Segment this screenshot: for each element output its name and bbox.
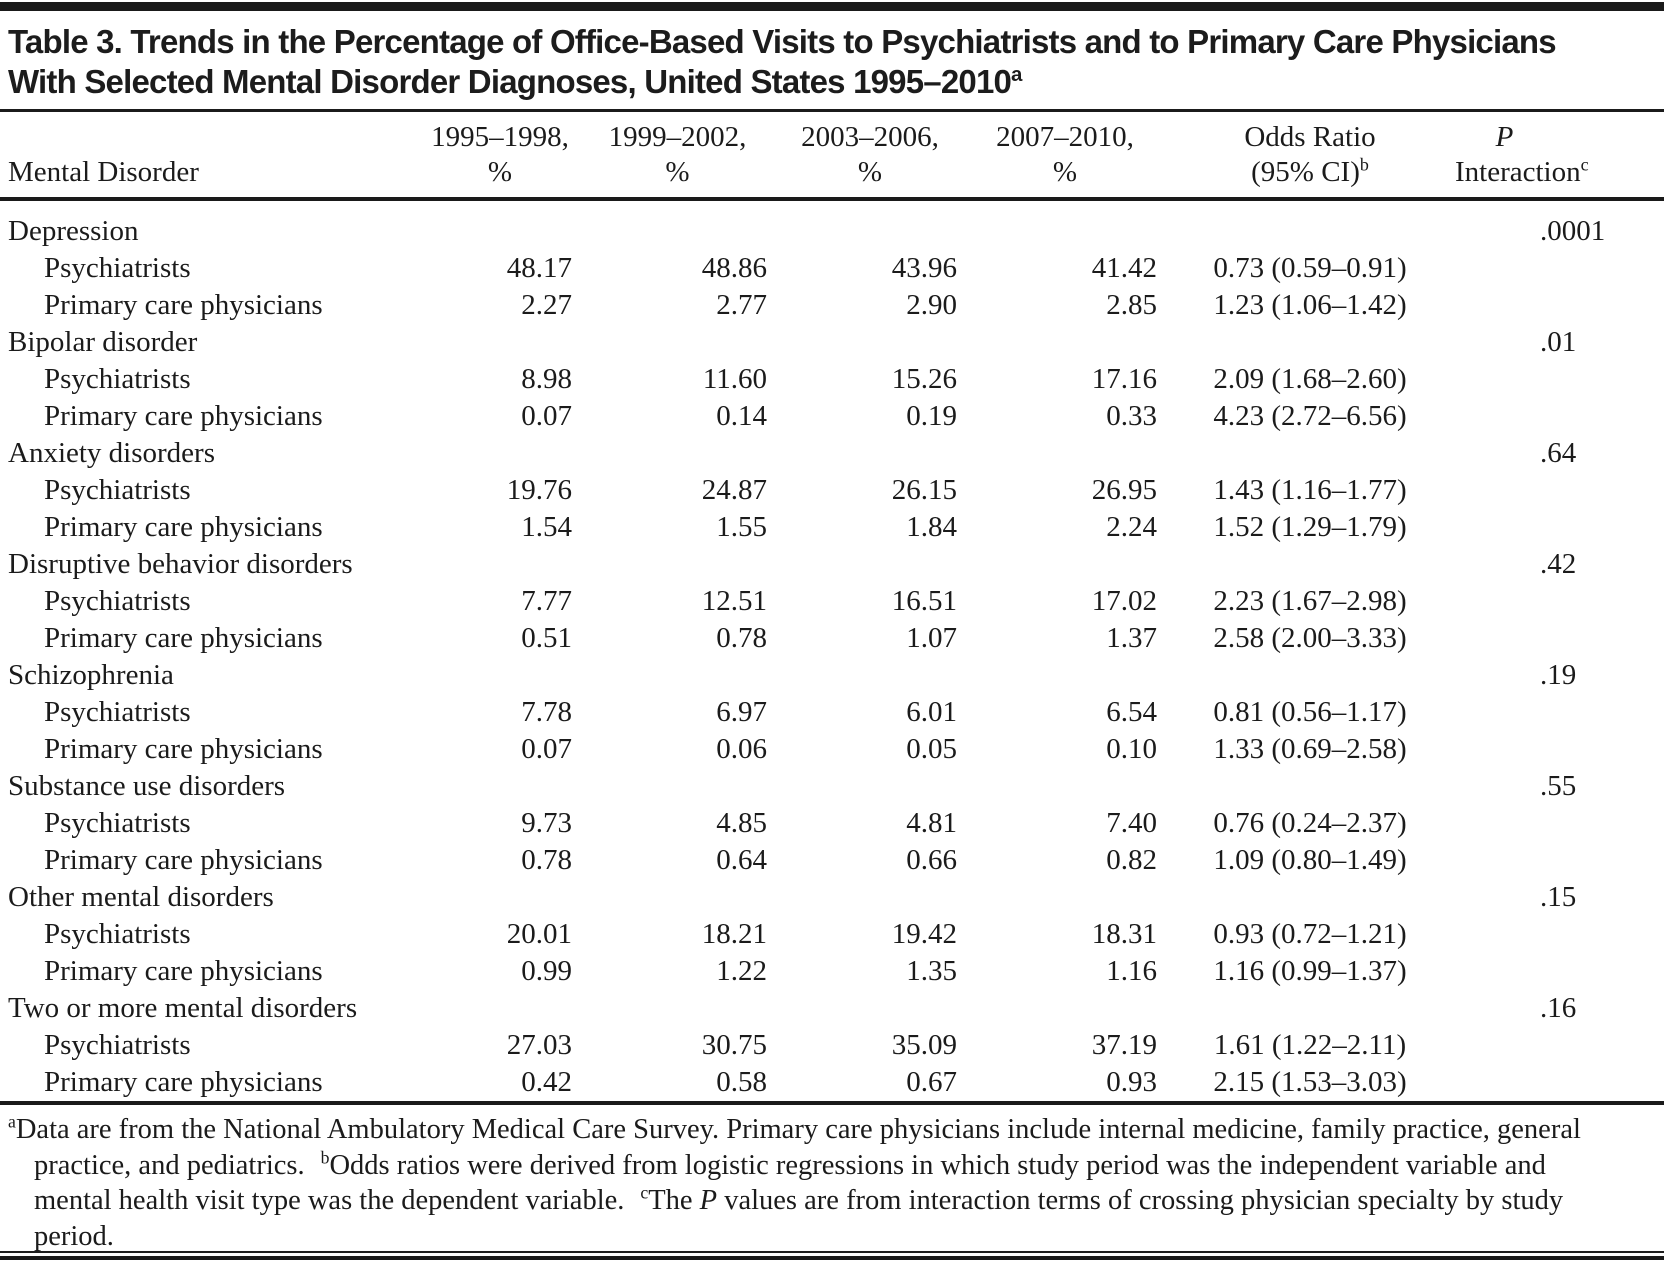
empty-cell	[1455, 398, 1664, 435]
provider-label: Psychiatrists	[44, 363, 191, 395]
provider-label: Primary care physicians	[44, 289, 323, 321]
percent-value: 48.17	[506, 252, 572, 284]
percent-value: 6.97	[716, 696, 767, 728]
disorder-group-row	[0, 199, 1664, 250]
odds-ratio-value: 1.43 (1.16–1.77)	[1213, 474, 1407, 506]
percent-value: 17.16	[1091, 363, 1157, 395]
provider-data-row	[0, 916, 1664, 953]
odds-ratio-value: 4.23 (2.72–6.56)	[1213, 400, 1407, 432]
percent-value: 6.01	[906, 696, 957, 728]
empty-cell	[965, 324, 1165, 361]
empty-cell	[775, 324, 965, 361]
footnotes	[8, 1112, 1624, 1254]
empty-cell	[775, 768, 965, 805]
top-rule-bar	[0, 2, 1664, 11]
empty-cell	[580, 324, 775, 361]
col-header-unit: %	[487, 156, 513, 188]
odds-ratio-value: 2.23 (1.67–2.98)	[1213, 585, 1407, 617]
percent-value: 2.85	[1106, 289, 1157, 321]
odds-ratio-value: 1.09 (0.80–1.49)	[1213, 844, 1407, 876]
empty-cell	[1165, 435, 1455, 472]
odds-ratio-value: 1.16 (0.99–1.37)	[1213, 955, 1407, 987]
provider-data-row	[0, 842, 1664, 879]
percent-value: 0.19	[906, 400, 957, 432]
percent-value: 7.40	[1106, 807, 1157, 839]
odds-ratio-value: 2.58 (2.00–3.33)	[1213, 622, 1407, 654]
empty-cell	[420, 199, 580, 250]
empty-cell	[1165, 324, 1455, 361]
empty-cell	[1455, 620, 1664, 657]
provider-label: Psychiatrists	[44, 807, 191, 839]
table-title-text-1: Table 3. Trends in the Percentage of Office-Based Visits to Psychiatrists and to Primary Care Physicians	[8, 23, 1556, 60]
p-interaction-value: .64	[1540, 437, 1577, 469]
col-header-label: 2007–2010,	[996, 121, 1134, 153]
disorder-name: Other mental disorders	[8, 881, 274, 913]
col-header-label: Interaction	[1455, 156, 1581, 188]
provider-data-row	[0, 583, 1664, 620]
col-header-p-interaction	[1455, 112, 1664, 199]
footnote-marker: c	[640, 1182, 649, 1203]
percent-value: 0.05	[906, 733, 957, 765]
p-interaction-value: .16	[1540, 992, 1577, 1024]
percent-value: 0.07	[521, 400, 572, 432]
percent-value: 1.07	[906, 622, 957, 654]
empty-cell	[775, 546, 965, 583]
empty-cell	[1165, 199, 1455, 250]
col-header-mental-disorder	[0, 112, 420, 199]
odds-ratio-value: 2.09 (1.68–2.60)	[1213, 363, 1407, 395]
percent-value: 26.15	[891, 474, 957, 506]
percent-value: 24.87	[701, 474, 767, 506]
provider-label: Psychiatrists	[44, 252, 191, 284]
empty-cell	[420, 435, 580, 472]
percent-value: 18.21	[701, 918, 767, 950]
empty-cell	[580, 199, 775, 250]
disorder-group-row	[0, 879, 1664, 916]
col-header-period-2007-2010	[965, 112, 1165, 199]
empty-cell	[1165, 879, 1455, 916]
col-header-period-1995-1998	[420, 112, 580, 199]
odds-ratio-value: 0.73 (0.59–0.91)	[1213, 252, 1407, 284]
empty-cell	[1455, 361, 1664, 398]
disorder-name: Schizophrenia	[8, 659, 174, 691]
empty-cell	[965, 768, 1165, 805]
percent-value: 0.66	[906, 844, 957, 876]
provider-data-row	[0, 731, 1664, 768]
empty-cell	[420, 546, 580, 583]
empty-cell	[1455, 842, 1664, 879]
empty-cell	[1165, 546, 1455, 583]
percent-value: 11.60	[702, 363, 767, 395]
percent-value: 35.09	[891, 1029, 957, 1061]
empty-cell	[775, 879, 965, 916]
empty-cell	[775, 990, 965, 1027]
empty-cell	[775, 435, 965, 472]
percent-value: 0.64	[716, 844, 767, 876]
empty-cell	[1455, 287, 1664, 324]
page-bottom-double-rule	[0, 1251, 1664, 1260]
percent-value: 2.77	[716, 289, 767, 321]
table-title	[8, 22, 1658, 102]
footnote-text: P	[699, 1185, 718, 1216]
table-title-line-1	[8, 22, 1658, 62]
disorder-group-row	[0, 546, 1664, 583]
percent-value: 2.24	[1106, 511, 1157, 543]
col-header-superscript: c	[1580, 154, 1589, 175]
percent-value: 15.26	[891, 363, 957, 395]
percent-value: 0.42	[521, 1066, 572, 1098]
empty-cell	[1455, 250, 1664, 287]
footnote-text: Odds ratios were derived from logistic regressions in which study period was the independent variable and mental health visit type was the dependent variable.	[34, 1149, 1546, 1216]
percent-value: 1.54	[521, 511, 572, 543]
percent-value: 0.33	[1106, 400, 1157, 432]
p-interaction-value: .15	[1540, 881, 1577, 913]
provider-data-row	[0, 287, 1664, 324]
percent-value: 0.67	[906, 1066, 957, 1098]
empty-cell	[580, 546, 775, 583]
provider-label: Primary care physicians	[44, 400, 323, 432]
empty-cell	[420, 657, 580, 694]
percent-value: 1.55	[716, 511, 767, 543]
col-header-odds-ratio	[1165, 112, 1455, 199]
percent-value: 17.02	[1091, 585, 1157, 617]
footnote-text: The	[648, 1185, 700, 1216]
percent-value: 16.51	[891, 585, 957, 617]
disorder-group-row	[0, 990, 1664, 1027]
percent-value: 2.27	[521, 289, 572, 321]
disorder-name: Depression	[8, 215, 139, 247]
empty-cell	[420, 768, 580, 805]
empty-cell	[965, 657, 1165, 694]
odds-ratio-value: 2.15 (1.53–3.03)	[1213, 1066, 1407, 1098]
provider-label: Primary care physicians	[44, 622, 323, 654]
empty-cell	[1455, 953, 1664, 990]
provider-data-row	[0, 398, 1664, 435]
provider-label: Primary care physicians	[44, 511, 323, 543]
empty-cell	[1455, 583, 1664, 620]
provider-data-row	[0, 250, 1664, 287]
col-header-period-2003-2006	[775, 112, 965, 199]
percent-value: 2.90	[906, 289, 957, 321]
col-header-unit: %	[665, 156, 690, 188]
provider-data-row	[0, 1027, 1664, 1064]
disorder-group-row	[0, 657, 1664, 694]
disorder-name: Bipolar disorder	[8, 326, 198, 358]
provider-data-row	[0, 1064, 1664, 1101]
empty-cell	[775, 199, 965, 250]
percent-value: 1.35	[906, 955, 957, 987]
empty-cell	[965, 546, 1165, 583]
col-header-unit: %	[857, 156, 883, 188]
empty-cell	[1165, 657, 1455, 694]
disorder-name: Two or more mental disorders	[8, 992, 358, 1024]
empty-cell	[1455, 1027, 1664, 1064]
provider-data-row	[0, 509, 1664, 546]
percent-value: 4.85	[716, 807, 767, 839]
percent-value: 18.31	[1091, 918, 1157, 950]
col-header-label: 2003–2006,	[801, 121, 939, 153]
percent-value: 8.98	[521, 363, 572, 395]
odds-ratio-value: 1.33 (0.69–2.58)	[1213, 733, 1407, 765]
col-header-label: 1995–1998,	[431, 121, 569, 153]
col-header-label: 1999–2002,	[608, 121, 747, 153]
empty-cell	[580, 990, 775, 1027]
disorder-name: Disruptive behavior disorders	[8, 548, 353, 580]
p-interaction-value: .42	[1540, 548, 1577, 580]
percent-value: 0.06	[716, 733, 767, 765]
percent-value: 0.78	[521, 844, 572, 876]
col-header-superscript: b	[1359, 154, 1369, 175]
percent-value: 4.81	[906, 807, 957, 839]
p-interaction-value: .01	[1540, 326, 1577, 358]
col-header-label: Mental Disorder	[8, 156, 199, 188]
empty-cell	[1455, 731, 1664, 768]
disorder-group-row	[0, 324, 1664, 361]
provider-data-row	[0, 620, 1664, 657]
empty-cell	[965, 990, 1165, 1027]
empty-cell	[1455, 509, 1664, 546]
p-interaction-value: .19	[1540, 659, 1577, 691]
provider-label: Primary care physicians	[44, 955, 323, 987]
percent-value: 1.22	[716, 955, 767, 987]
percent-value: 19.42	[891, 918, 957, 950]
percent-value: 26.95	[1091, 474, 1157, 506]
table-page	[0, 2, 1664, 1263]
percent-value: 43.96	[891, 252, 957, 284]
col-header-label: Odds Ratio	[1244, 121, 1376, 153]
col-header-period-1999-2002	[580, 112, 775, 199]
percent-value: 30.75	[701, 1029, 767, 1061]
percent-value: 19.76	[506, 474, 572, 506]
table-header	[0, 112, 1664, 199]
empty-cell	[580, 768, 775, 805]
empty-cell	[420, 879, 580, 916]
empty-cell	[580, 435, 775, 472]
percent-value: 0.78	[716, 622, 767, 654]
empty-cell	[580, 657, 775, 694]
provider-label: Primary care physicians	[44, 1066, 323, 1098]
empty-cell	[1455, 472, 1664, 509]
table-title-line-2	[8, 62, 1658, 102]
percent-value: 7.78	[521, 696, 572, 728]
footnote-text: Data are from the National Ambulatory Medical Care Survey. Primary care physicians include internal medicine, family practice, general practice, and pediatrics.	[15, 1114, 1581, 1181]
empty-cell	[965, 435, 1165, 472]
percent-value: 0.14	[716, 400, 767, 432]
percent-value: 1.84	[906, 511, 957, 543]
col-header-unit: %	[1052, 156, 1078, 188]
empty-cell	[965, 199, 1165, 250]
percent-value: 27.03	[506, 1029, 572, 1061]
percent-value: 6.54	[1106, 696, 1157, 728]
table-bottom-rule	[0, 1101, 1664, 1105]
percent-value: 0.51	[521, 622, 572, 654]
provider-data-row	[0, 361, 1664, 398]
data-table	[0, 112, 1664, 1101]
percent-value: 1.37	[1106, 622, 1157, 654]
percent-value: 20.01	[506, 918, 572, 950]
col-header-p-symbol: P	[1495, 121, 1514, 153]
percent-value: 0.93	[1106, 1066, 1157, 1098]
percent-value: 9.73	[521, 807, 572, 839]
empty-cell	[420, 324, 580, 361]
odds-ratio-value: 1.52 (1.29–1.79)	[1213, 511, 1407, 543]
header-row	[0, 112, 1664, 199]
empty-cell	[580, 879, 775, 916]
p-interaction-value: .55	[1540, 770, 1577, 802]
percent-value: 12.51	[701, 585, 767, 617]
empty-cell	[1165, 768, 1455, 805]
table-title-superscript: a	[1011, 63, 1022, 86]
empty-cell	[1165, 990, 1455, 1027]
provider-label: Psychiatrists	[44, 696, 191, 728]
provider-label: Psychiatrists	[44, 474, 191, 506]
disorder-name: Substance use disorders	[8, 770, 286, 802]
footnote-marker: b	[320, 1147, 330, 1167]
provider-data-row	[0, 472, 1664, 509]
provider-label: Psychiatrists	[44, 918, 191, 950]
provider-data-row	[0, 694, 1664, 731]
empty-cell	[1455, 1064, 1664, 1101]
table-body	[0, 199, 1664, 1101]
percent-value: 7.77	[521, 585, 572, 617]
empty-cell	[420, 990, 580, 1027]
percent-value: 0.58	[716, 1066, 767, 1098]
odds-ratio-value: 0.93 (0.72–1.21)	[1213, 918, 1407, 950]
percent-value: 41.42	[1091, 252, 1157, 284]
provider-label: Psychiatrists	[44, 585, 191, 617]
empty-cell	[1455, 916, 1664, 953]
footnote-marker: a	[8, 1111, 16, 1132]
percent-value: 0.07	[521, 733, 572, 765]
disorder-name: Anxiety disorders	[8, 437, 215, 469]
p-interaction-value: .0001	[1540, 215, 1606, 247]
empty-cell	[965, 879, 1165, 916]
odds-ratio-value: 1.61 (1.22–2.11)	[1213, 1029, 1407, 1061]
percent-value: 0.10	[1106, 733, 1157, 765]
odds-ratio-value: 0.81 (0.56–1.17)	[1213, 696, 1407, 728]
percent-value: 1.16	[1106, 955, 1157, 987]
odds-ratio-value: 1.23 (1.06–1.42)	[1213, 289, 1407, 321]
percent-value: 37.19	[1091, 1029, 1157, 1061]
provider-label: Psychiatrists	[44, 1029, 191, 1061]
provider-data-row	[0, 953, 1664, 990]
provider-label: Primary care physicians	[44, 844, 323, 876]
odds-ratio-value: 0.76 (0.24–2.37)	[1213, 807, 1407, 839]
percent-value: 0.99	[521, 955, 572, 987]
empty-cell	[1455, 805, 1664, 842]
col-header-ci: (95% CI)	[1251, 156, 1360, 188]
table-title-text-2: With Selected Mental Disorder Diagnoses, United States 1995–2010	[8, 63, 1012, 100]
footnote-text: values are from interaction terms of crossing physician specialty by study period.	[34, 1185, 1564, 1252]
percent-value: 0.82	[1106, 844, 1157, 876]
provider-data-row	[0, 805, 1664, 842]
disorder-group-row	[0, 768, 1664, 805]
percent-value: 48.86	[701, 252, 767, 284]
provider-label: Primary care physicians	[44, 733, 323, 765]
disorder-group-row	[0, 435, 1664, 472]
empty-cell	[1455, 694, 1664, 731]
empty-cell	[775, 657, 965, 694]
